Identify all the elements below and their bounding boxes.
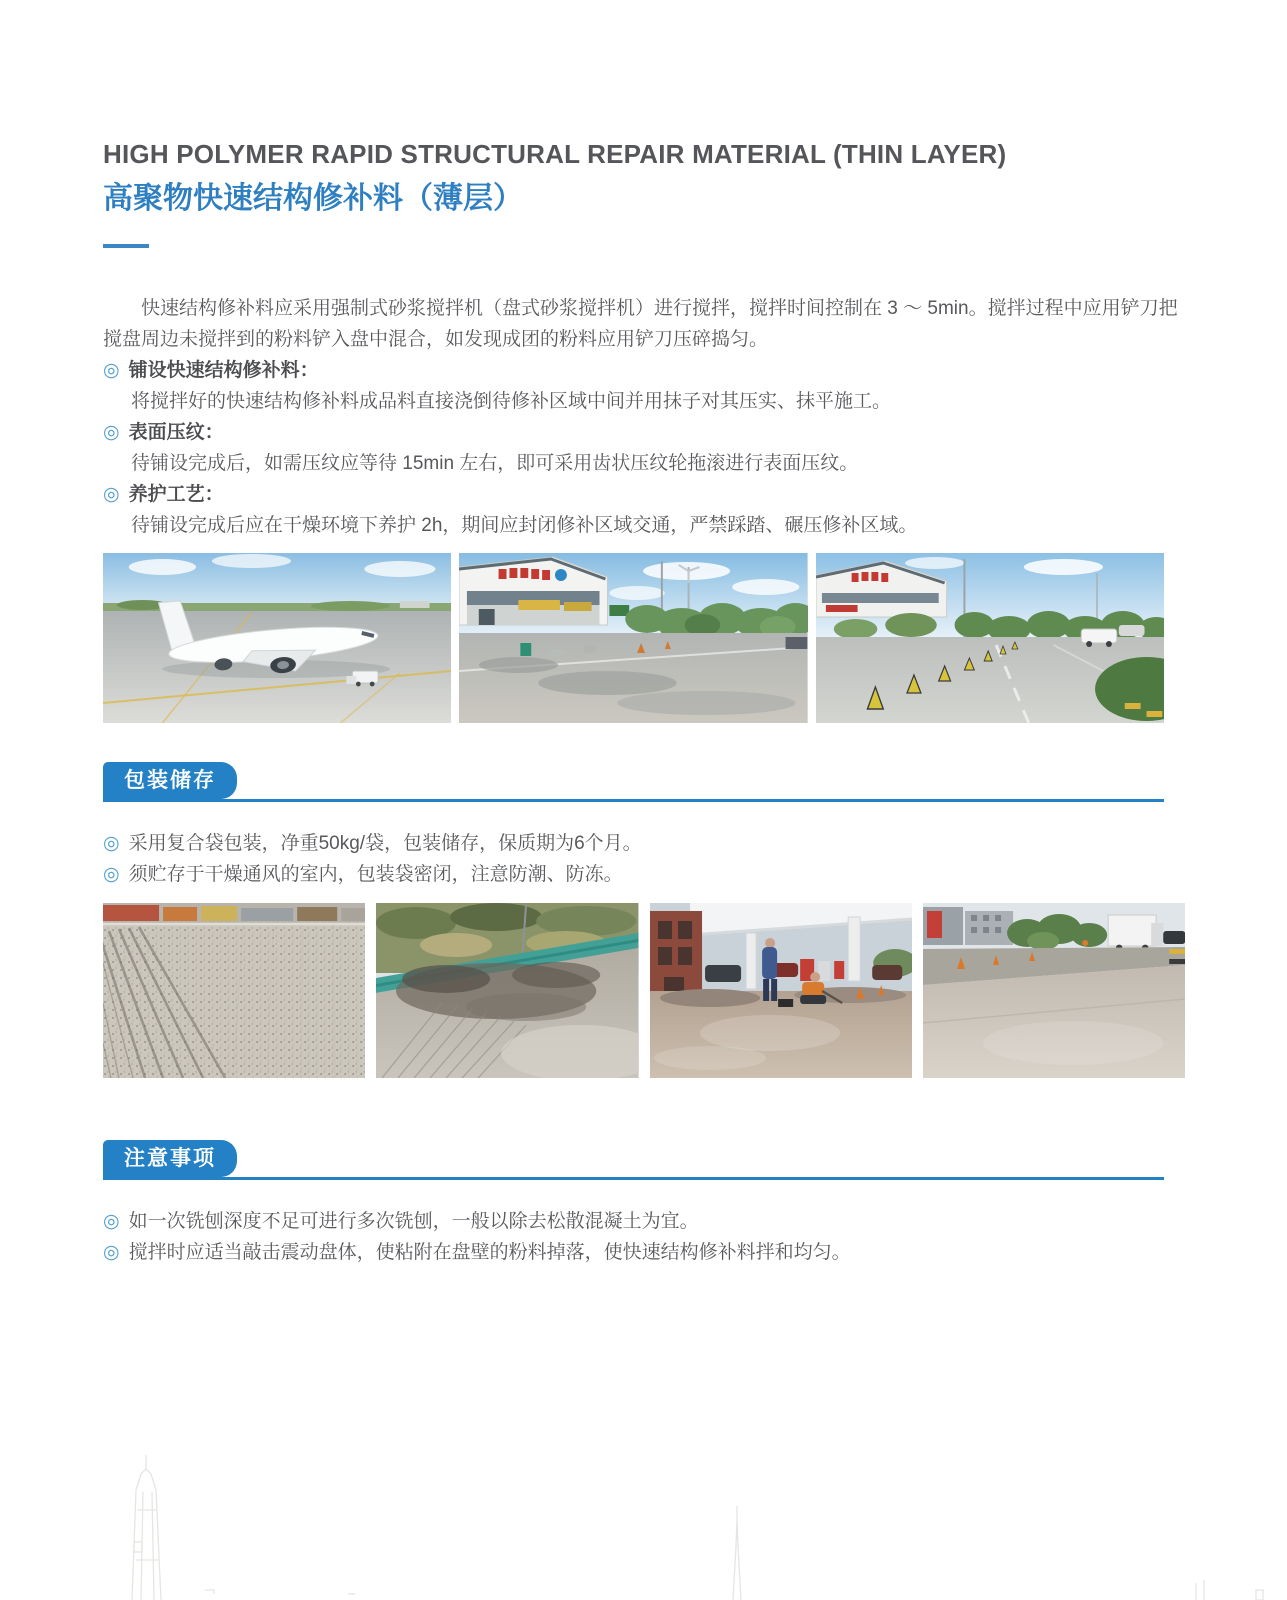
photo-row-2	[103, 903, 1185, 1078]
precautions-bullet-list	[103, 1206, 1185, 1268]
photo-service-area-road	[816, 553, 1164, 723]
photo-airplane-apron	[103, 553, 451, 723]
section-precautions	[103, 1140, 1185, 1268]
intro-section	[103, 293, 1185, 541]
intro-paragraph: 快速结构修补料应采用强制式砂浆搅拌机（盘式砂浆搅拌机）进行搅拌，搅拌时间控制在 3 ～ 5min。搅拌过程中应用铲刀把搅盘周边未搅拌到的粉料铲入盘中混合，如发现成团的粉料应用铲刀压碎捣匀。	[103, 298, 1178, 350]
bullet-text: 如一次铣刨深度不足可进行多次铣刨，一般以除去松散混凝土为宜。	[128, 1211, 699, 1232]
bullet-text: 搅拌时应适当敲击震动盘体，使粘附在盘壁的粉料掉落，使快速结构修补料拌和均匀。	[128, 1242, 851, 1263]
ring-bullet-icon: ◎	[103, 1211, 120, 1232]
ring-bullet-icon: ◎	[103, 422, 120, 443]
ring-bullet-icon: ◎	[103, 864, 120, 885]
photo-row-1	[103, 553, 1164, 723]
bullet-text: 采用复合袋包装，净重50kg/袋，包装储存，保质期为6个月。	[128, 833, 642, 854]
list-item	[103, 859, 1185, 890]
page-title-en: HIGH POLYMER RAPID STRUCTURAL REPAIR MATERIAL (THIN LAYER)	[103, 139, 1007, 169]
list-item	[103, 1206, 1185, 1237]
intro-item-head	[103, 417, 1185, 448]
section-tab-packaging: 包装储存	[103, 762, 237, 799]
title-block	[103, 140, 1184, 248]
packaging-bullet-list	[103, 828, 1185, 890]
list-item	[103, 828, 1185, 859]
ring-bullet-icon: ◎	[103, 833, 120, 854]
ring-bullet-icon: ◎	[103, 360, 120, 381]
intro-item-text: 将搅拌好的快速结构修补料成品料直接浇倒待修补区域中间并用抹子对其压实、抹平施工。	[131, 391, 892, 412]
title-underline	[103, 244, 149, 248]
ring-bullet-icon: ◎	[103, 484, 120, 505]
section-header	[103, 1140, 1164, 1180]
photo-milled-surface	[103, 903, 365, 1078]
photo-workers-applying-material	[650, 903, 912, 1078]
section-tab-precautions: 注意事项	[103, 1140, 237, 1177]
intro-item-head	[103, 479, 1185, 510]
photo-guardrail-patch	[376, 903, 638, 1078]
intro-item-label: 表面压纹：	[128, 422, 224, 443]
skyline-watermark	[0, 1450, 1287, 1600]
photo-finished-surface	[923, 903, 1185, 1078]
list-item	[103, 1237, 1185, 1268]
intro-item-label: 养护工艺：	[128, 484, 224, 505]
intro-item-text: 待铺设完成后，如需压纹应等待 15min 左右，即可采用齿状压纹轮拖滚进行表面压纹。	[131, 453, 859, 474]
photo-service-area-building	[459, 553, 807, 723]
page-title-zh: 高聚物快速结构修补料（薄层）	[103, 182, 523, 215]
ring-bullet-icon: ◎	[103, 1242, 120, 1263]
section-packaging-storage	[103, 762, 1185, 890]
intro-item-head	[103, 355, 1185, 386]
intro-item-label: 铺设快速结构修补料：	[128, 360, 319, 381]
intro-item-text: 待铺设完成后应在干燥环境下养护 2h，期间应封闭修补区域交通，严禁踩踏、碾压修补区域。	[131, 515, 918, 536]
section-header	[103, 762, 1164, 802]
bullet-text: 须贮存于干燥通风的室内，包装袋密闭，注意防潮、防冻。	[128, 864, 623, 885]
